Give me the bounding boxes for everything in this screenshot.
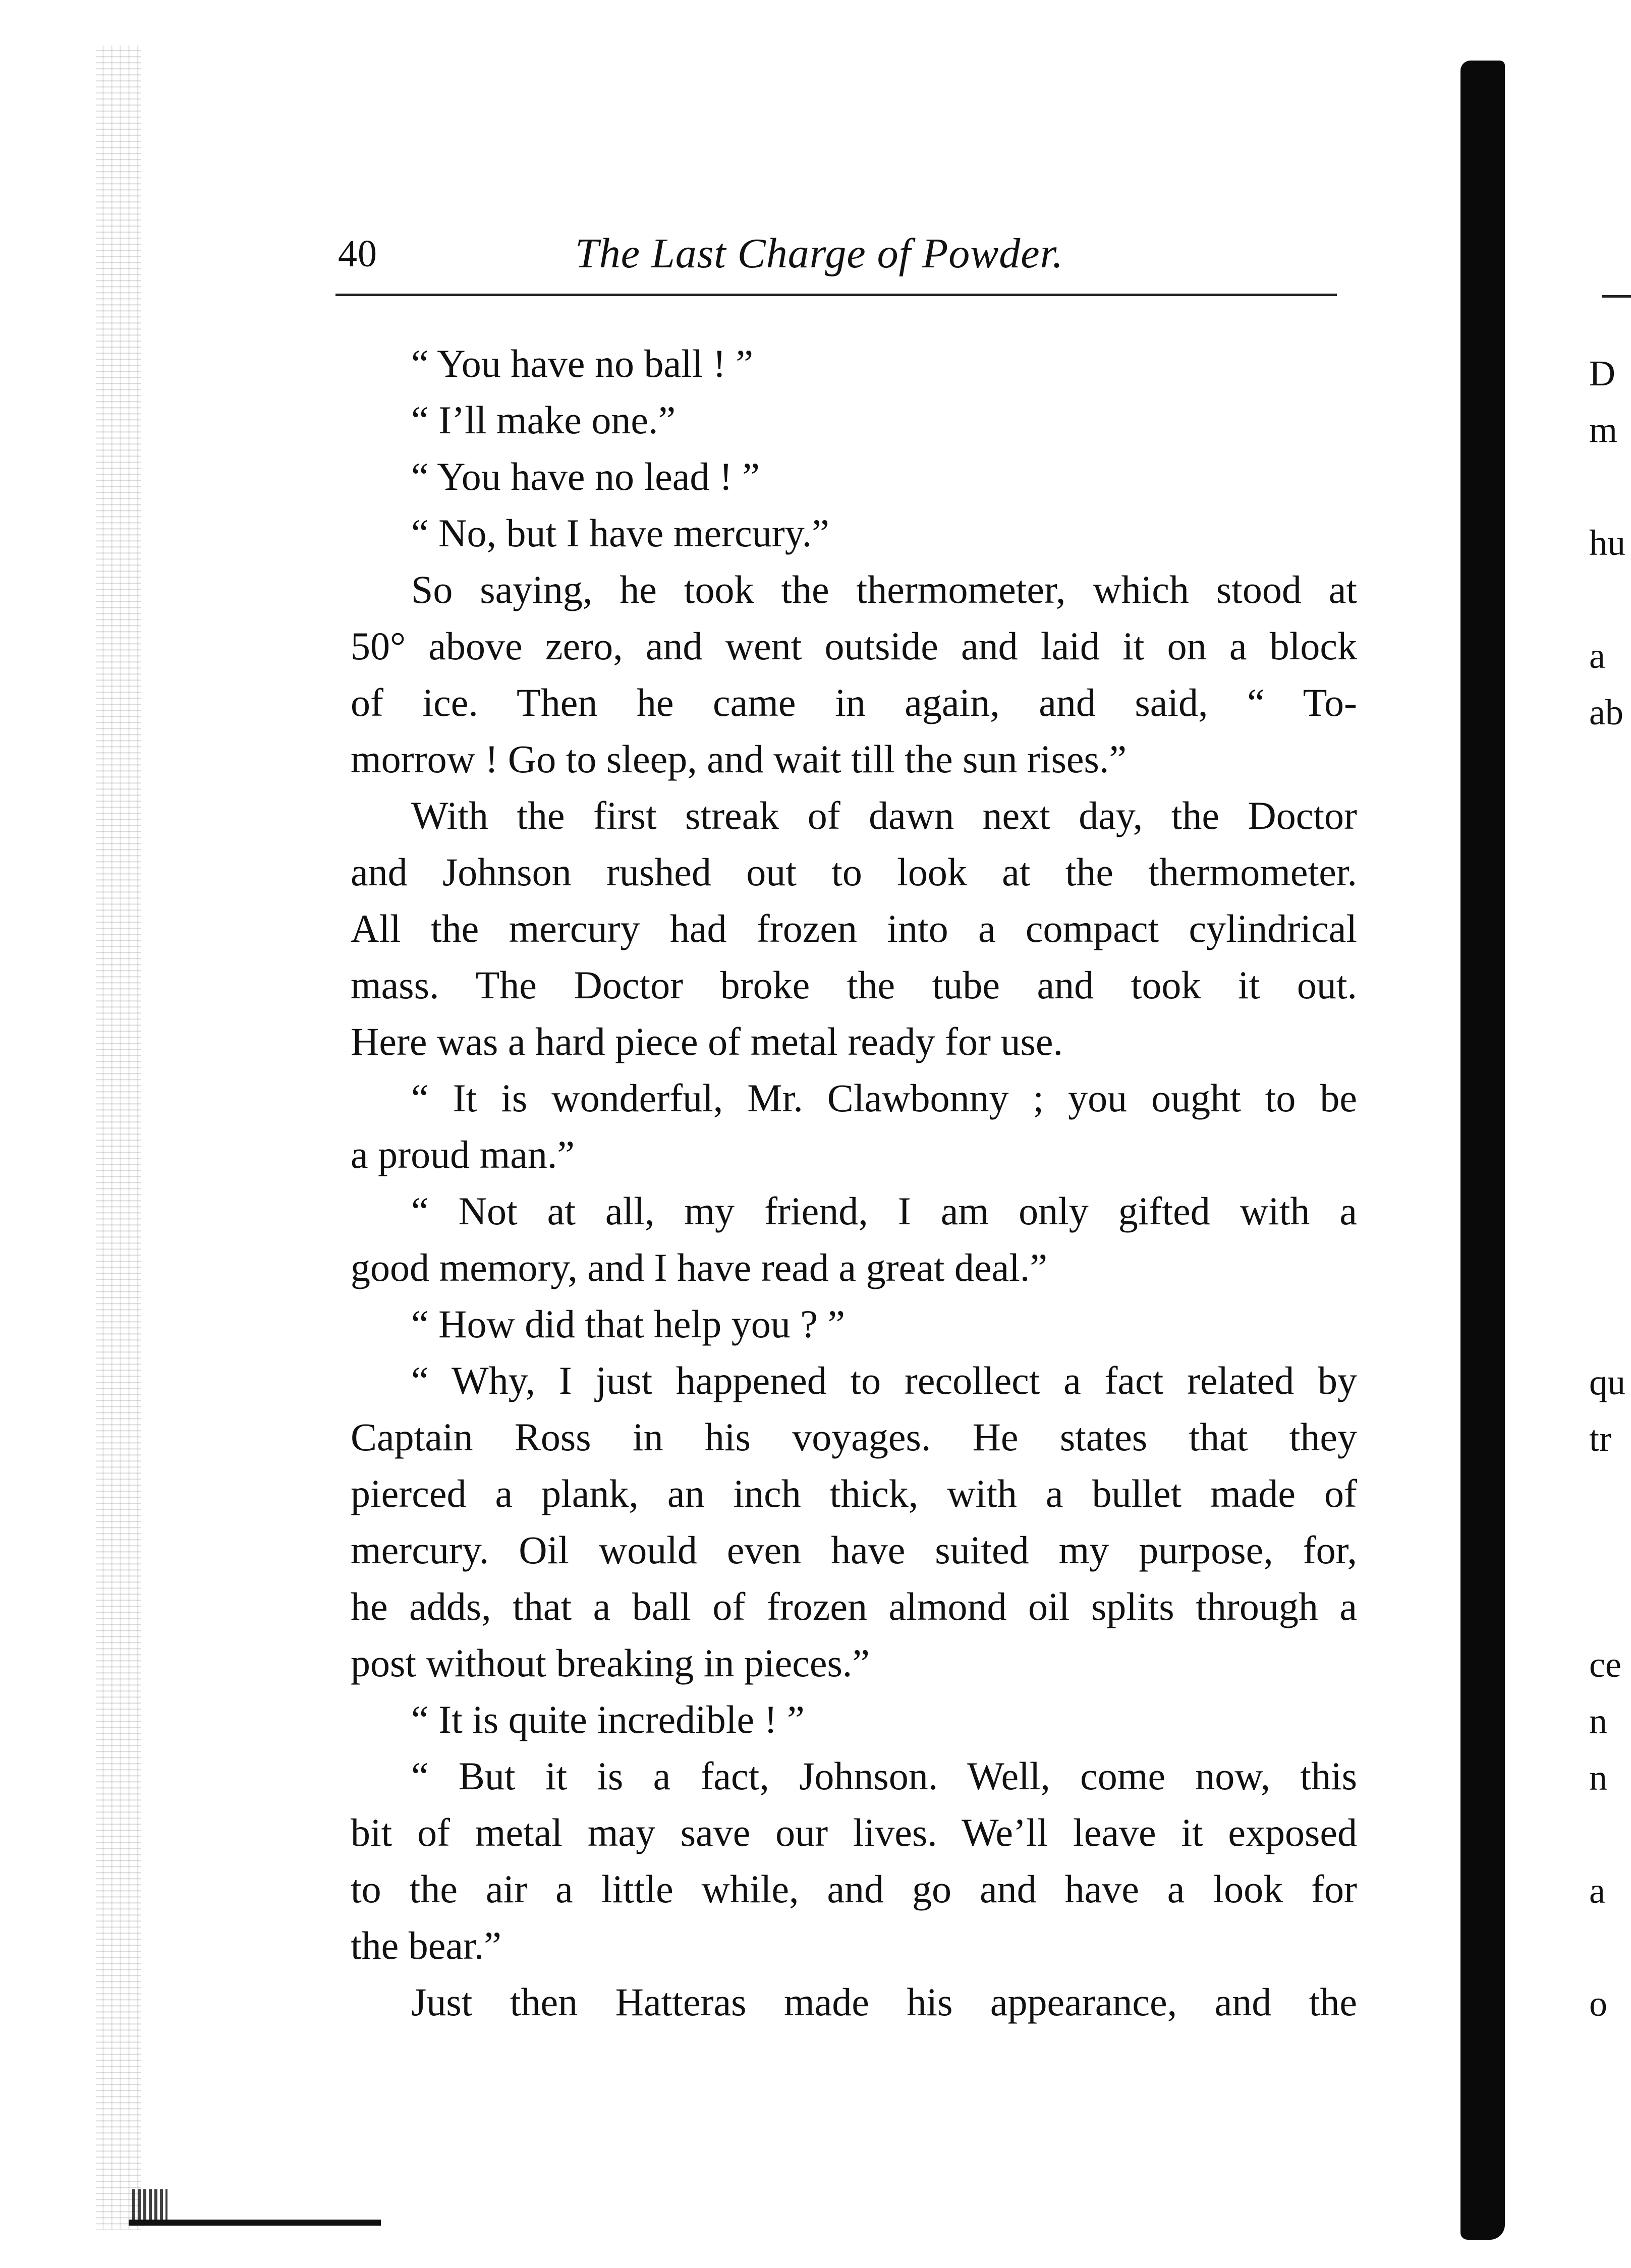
facing-fragment: n [1589, 1757, 1607, 1798]
text-line: morrow ! Go to sleep, and wait till the sun rises.” [351, 737, 1127, 781]
text-line: a proud man.” [351, 1132, 575, 1176]
text-line: All the mercury had frozen into a compact cylindrical [351, 906, 1357, 950]
page-number: 40 [338, 233, 377, 275]
text-line: “ But it is a fact, Johnson. Well, come now, this [411, 1754, 1357, 1798]
text-line: So saying, he took the thermometer, which stood at [411, 568, 1357, 611]
gutter-bottom-mark [132, 2189, 167, 2220]
text-line: post without breaking in pieces.” [351, 1641, 870, 1685]
bottom-edge-shadow [129, 2220, 381, 2226]
running-header [338, 222, 1337, 282]
text-line: “ You have no lead ! ” [411, 455, 760, 498]
text-line: “ It is wonderful, Mr. Clawbonny ; you ought to be [411, 1076, 1357, 1120]
text-line: “ Not at all, my friend, I am only gifted with a [411, 1189, 1357, 1233]
binding-shadow-strip [1460, 61, 1505, 2240]
text-line: bit of metal may save our lives. We’ll leave it exposed [351, 1810, 1357, 1854]
facing-fragment: qu [1589, 1362, 1625, 1402]
binding-gutter-speckle [96, 45, 141, 2230]
text-line: mercury. Oil would even have suited my purpose, for, [351, 1528, 1357, 1572]
facing-fragment: tr [1589, 1419, 1611, 1459]
text-line: and Johnson rushed out to look at the thermometer. [351, 850, 1357, 894]
facing-page-edge [1589, 282, 1631, 2099]
facing-fragment: m [1589, 410, 1618, 450]
body-text [351, 335, 1357, 2131]
text-line: “ How did that help you ? ” [411, 1302, 845, 1346]
facing-fragment: a [1589, 1870, 1605, 1911]
facing-fragment: ce [1589, 1645, 1621, 1685]
facing-fragment: o [1589, 1983, 1607, 2024]
text-line: Here was a hard piece of metal ready for use. [351, 1019, 1063, 1063]
text-line: the bear.” [351, 1923, 501, 1967]
text-line: Captain Ross in his voyages. He states that they [351, 1415, 1357, 1459]
facing-fragment: D [1589, 353, 1615, 393]
text-line: mass. The Doctor broke the tube and took it out. [351, 963, 1357, 1007]
facing-fragment: hu [1589, 523, 1625, 563]
text-line: good memory, and I have read a great deal.” [351, 1245, 1047, 1289]
facing-fragment: a [1589, 636, 1605, 676]
text-line: 50° above zero, and went outside and laid it on a block [351, 624, 1357, 668]
text-line: pierced a plank, an inch thick, with a bullet made of [351, 1471, 1357, 1515]
text-line: to the air a little while, and go and have a look for [351, 1867, 1357, 1911]
header-rule [335, 294, 1337, 296]
facing-fragment: ab [1589, 692, 1623, 732]
text-line: With the first streak of dawn next day, the Doctor [411, 793, 1357, 837]
text-line: Just then Hatteras made his appearance, and the [411, 1980, 1357, 2024]
text-line: of ice. Then he came in again, and said, “ To- [351, 681, 1357, 724]
text-line: “ No, but I have mercury.” [411, 511, 829, 555]
facing-fragment: n [1589, 1701, 1607, 1741]
text-line: “ You have no ball ! ” [411, 342, 754, 385]
text-line: “ I’ll make one.” [411, 398, 676, 442]
text-line: he adds, that a ball of frozen almond oil splits through a [351, 1584, 1357, 1628]
text-line: “ Why, I just happened to recollect a fact related by [411, 1358, 1357, 1402]
running-title: The Last Charge of Powder. [575, 230, 1063, 277]
text-line: “ It is quite incredible ! ” [411, 1697, 805, 1741]
